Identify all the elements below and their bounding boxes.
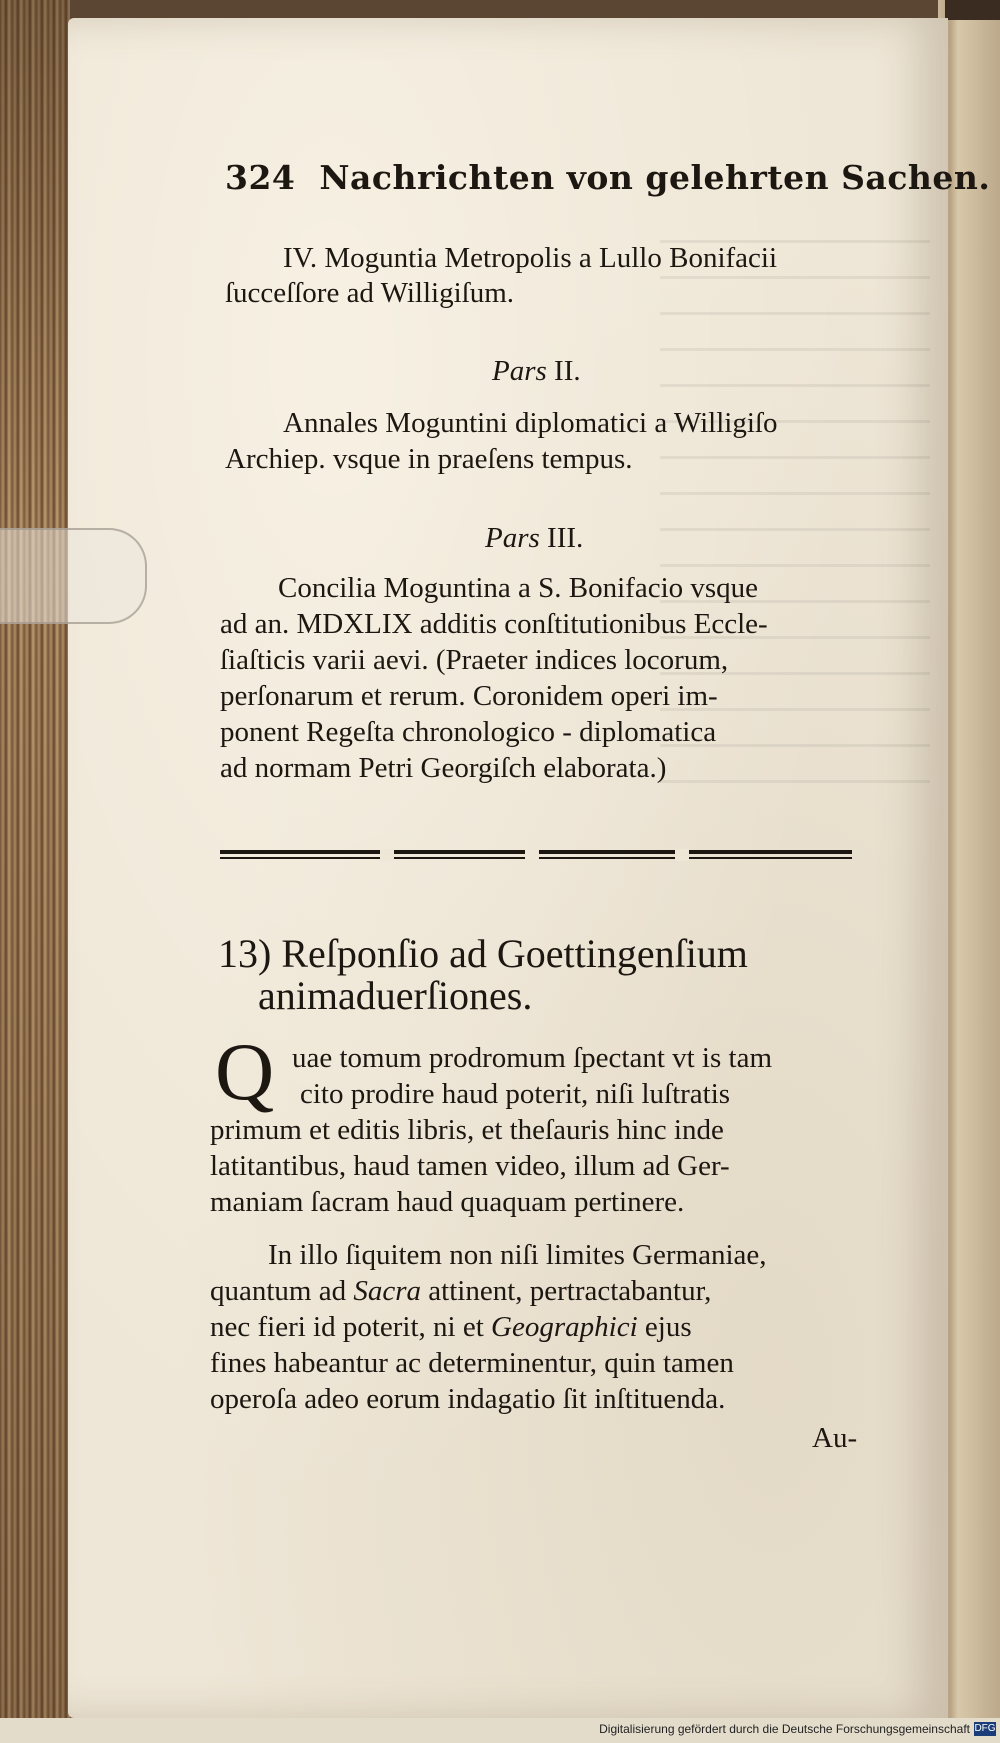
pars-iii-line2: ad an. MDXLIX additis conſtitutionibus Eccle- [220, 608, 768, 640]
ornamental-divider [220, 850, 852, 864]
para2-line5: operoſa adeo eorum indagatio ſit inſtituenda. [210, 1383, 726, 1415]
article-13-heading-line1: 13) Reſponſio ad Goettingenſium [218, 931, 748, 976]
running-title: Nachrichten von gelehrten Sachen. [319, 158, 991, 197]
para2-line2 [210, 1273, 711, 1309]
para1-line2: cito prodire haud poterit, niſi luſtratis [300, 1078, 731, 1110]
para1-line1: uae tomum prodromum ſpectant vt is tam [292, 1042, 773, 1074]
text-span: nec fieri id poterit, ni et [210, 1311, 492, 1343]
para2-line1: In illo ſiquitem non niſi limites Germaniae, [268, 1239, 767, 1271]
text-span: attinent, pertractabantur, [421, 1275, 712, 1307]
text-span: quantum ad [210, 1275, 354, 1307]
para1-line3: primum et editis libris, et theſauris hinc inde [210, 1114, 724, 1146]
article-13-heading-line2: animaduerſiones. [258, 973, 533, 1018]
page-number: 324 [225, 158, 296, 197]
pars-ii-line2: Archiep. vsque in praeſens tempus. [225, 443, 633, 475]
text-span: ejus [637, 1311, 692, 1343]
book-edge-shadow [0, 0, 70, 1743]
pars-ii-heading [492, 355, 581, 388]
pars-numeral: II. [554, 355, 581, 387]
footer-credit: Digitalisierung gefördert durch die Deutsche Forschungsgemeinschaft [599, 1722, 970, 1736]
book-binding-top-dark [945, 0, 1000, 20]
pars-iii-line5: ponent Regeſta chronologico - diplomatica [220, 716, 717, 748]
drop-cap: Q [215, 1026, 275, 1117]
running-header [225, 158, 990, 197]
italic-sacra: Sacra [353, 1275, 422, 1307]
pars-ii-line1: Annales Moguntini diplomatici a Willigiſo [283, 407, 778, 439]
pars-iii-line3: ſiaſticis varii aevi. (Praeter indices locorum, [220, 644, 729, 676]
pars-iii-line4: perſonarum et rerum. Coronidem operi im- [220, 680, 718, 712]
pars-numeral: III. [547, 522, 584, 554]
pars-label: Pars [485, 522, 540, 554]
dfg-logo: DFG [974, 1723, 996, 1734]
italic-geographici: Geographici [491, 1311, 638, 1343]
pars-iii-line6: ad normam Petri Georgiſch elaborata.) [220, 752, 667, 784]
para2-line4: fines habeantur ac determinentur, quin tamen [210, 1347, 734, 1379]
para2-line3 [210, 1309, 692, 1345]
page-clip-tab [0, 528, 147, 624]
section-iv-line2: ſucceſſore ad Willigiſum. [225, 277, 515, 309]
pars-label: Pars [492, 355, 547, 387]
catchword: Au- [812, 1422, 858, 1454]
section-iv-line1: IV. Moguntia Metropolis a Lullo Bonifacii [283, 242, 778, 274]
pars-iii-line1: Concilia Moguntina a S. Bonifacio vsque [278, 572, 759, 604]
pars-iii-heading [485, 522, 583, 555]
para1-line5: maniam ſacram haud quaquam pertinere. [210, 1186, 685, 1218]
para1-line4: latitantibus, haud tamen video, illum ad Ger- [210, 1150, 730, 1182]
